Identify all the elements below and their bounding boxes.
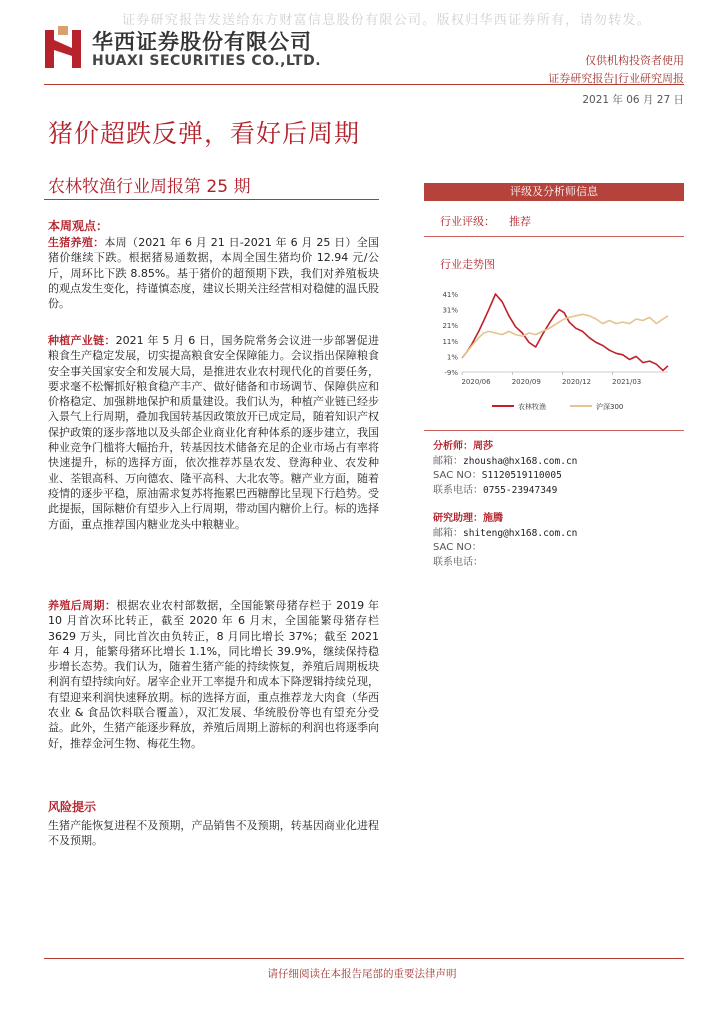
company-name-en: HUAXI SECURITIES CO.,LTD. [92, 53, 322, 69]
assistant-sac-label: SAC NO： [433, 542, 482, 554]
report-subtitle: 农林牧渔行业周报第 25 期 [48, 177, 251, 197]
analyst-phone: 0755-23947349 [483, 484, 558, 496]
risk-text: 生猪产能恢复进程不及预期，产品销售不及预期，转基因商业化进程不及预期。 [48, 819, 379, 848]
company-name-cn: 华西证券股份有限公司 [92, 30, 312, 54]
watermark: 证券研究报告发送给东方财富信息股份有限公司。版权归华西证券所有，请勿转发。 [122, 13, 652, 28]
x-tick-label: 2020/09 [511, 378, 541, 386]
header-divider [44, 84, 684, 85]
rating-label: 行业评级： [440, 215, 495, 228]
y-tick-label: 11% [442, 337, 458, 346]
assistant-label: 研究助理： [433, 513, 483, 524]
footer-divider [44, 958, 684, 959]
industry-trend-chart [430, 280, 680, 420]
post-cycle-text: 根据农业农村部数据，全国能繁母猪存栏于 2019 年 10 月首次环比转正，截至 2020 年 6 月末，全国能繁母猪存栏 3629 万头，同比首次由负转正，8 月同比增长 37%；截至 2021 年 4 月，能繁母猪环比增长 1.1%，同比增长 39.9%，继续保持稳步增长态势。我们认为，随着生猪产能的持续恢复，养殖后周期板块利润有望持续向好。屠宰企业开工率提升和成本下降逻辑持续兑现，有望迎来利润快速释放期。标的选择方面，重点推荐龙大肉食（华西农业 & 食品饮料联合覆盖），双汇发展、华统股份等也有望充分受益。此外，生猪产能逐步释放，养殖后周期上游标的利润也将逐季向好，推荐金河生物、梅花生物。 [48, 599, 379, 750]
report-title: 猪价超跌反弹，看好后周期 [48, 119, 361, 148]
chart-divider [424, 430, 684, 431]
post-cycle-paragraph [48, 598, 379, 751]
viewpoint-heading: 本周观点： [48, 219, 109, 233]
legend-label-agri: 农林牧渔 [518, 403, 546, 411]
pig-farming-text: 本周（2021 年 6 月 21 日-2021 年 6 月 25 日）全国猪价继续下跌。根据猪易通数据，本周全国生猪均价 12.94 元/公斤，周环比下跌 8.85%。基于猪价的超预期下跌，我们对养殖板块的观点发生变化，持谨慎态度，建议长期关注经营相对稳健的温氏股份。 [48, 236, 380, 311]
assistant-email-label: 邮箱： [433, 527, 463, 539]
post-cycle-label: 养殖后周期： [48, 599, 117, 612]
company-logo [44, 26, 84, 70]
analyst-sac-label: SAC NO： [433, 470, 482, 482]
x-tick-label: 2021/03 [612, 378, 642, 386]
analyst-label: 分析师： [433, 441, 473, 452]
analyst-sac: S1120519110005 [481, 470, 562, 482]
assistant-phone-label: 联系电话： [433, 556, 483, 568]
series-line-hs300 [462, 314, 668, 358]
assistant-block [433, 512, 577, 570]
industry-rating [440, 213, 531, 229]
y-tick-label: 31% [442, 306, 458, 315]
report-type: 证券研究报告|行业研究周报 [548, 72, 684, 85]
report-date: 2021 年 06 月 27 日 [582, 94, 684, 106]
rating-panel-header: 评级及分析师信息 [424, 183, 684, 201]
assistant-name: 施腾 [483, 513, 503, 524]
analyst-email[interactable]: zhousha@hx168.com.cn [463, 455, 578, 467]
y-tick-label: 1% [446, 353, 458, 362]
subtitle-divider [44, 199, 379, 200]
rating-value: 推荐 [509, 215, 531, 228]
y-tick-label: 21% [442, 322, 458, 331]
analyst-name: 周莎 [473, 441, 493, 452]
planting-chain-label: 种植产业链： [48, 334, 116, 347]
legend-label-hs300: 沪深300 [596, 403, 624, 411]
assistant-email[interactable]: shiteng@hx168.com.cn [463, 527, 578, 539]
analyst-block [433, 440, 577, 498]
trend-chart-title: 行业走势图 [440, 258, 495, 271]
analyst-phone-label: 联系电话： [433, 484, 483, 496]
audience-note: 仅供机构投资者使用 [585, 54, 684, 67]
pig-farming-label: 生猪养殖： [48, 236, 105, 249]
analyst-email-label: 邮箱： [433, 455, 463, 467]
pig-farming-paragraph [48, 235, 379, 311]
y-tick-label: 41% [442, 291, 458, 299]
x-tick-label: 2020/12 [561, 378, 592, 386]
risk-heading: 风险提示 [48, 800, 97, 814]
planting-chain-text: 2021 年 5 月 6 日，国务院常务会议进一步部署促进粮食生产稳定发展，切实提高粮食安全保障能力。会议指出保障粮食安全事关国家安全和发展大局，是推进农业农村现代化的首要任务，要求毫不松懈抓好粮食稳产丰产、做好储备和市场调节、保障供应和价格稳定、加强耕地保护和质量建设。我们认为，种植产业链已经步入景气上行周期，叠加我国转基因政策放开已成定局，随着知识产权保护政策的逐步落地以及头部企业商业化育种体系的逐步建立，我国种业竞争门槛将大幅抬升，转基因技术储备充足的企业市场占有率将快速提升，标的选择方面，依次推荐苏垦农发、登海种业、农发种业、荃银高科、万向德农、隆平高科、大北农等。糖产业方面，随着疫情的逐步平稳，原油需求复苏将拖累巴西糖醇比呈现下行趋势。受此提振，国际糖价有望步入上行周期，带动国内糖价上行。标的选择方面，重点推荐国内糖业龙头中粮糖业。 [48, 334, 380, 531]
legal-notice: 请仔细阅读在本报告尾部的重要法律声明 [267, 968, 457, 980]
y-tick-label: -9% [444, 369, 458, 377]
planting-chain-paragraph [48, 333, 379, 532]
x-tick-label: 2020/06 [461, 378, 491, 386]
rating-divider [424, 236, 684, 237]
